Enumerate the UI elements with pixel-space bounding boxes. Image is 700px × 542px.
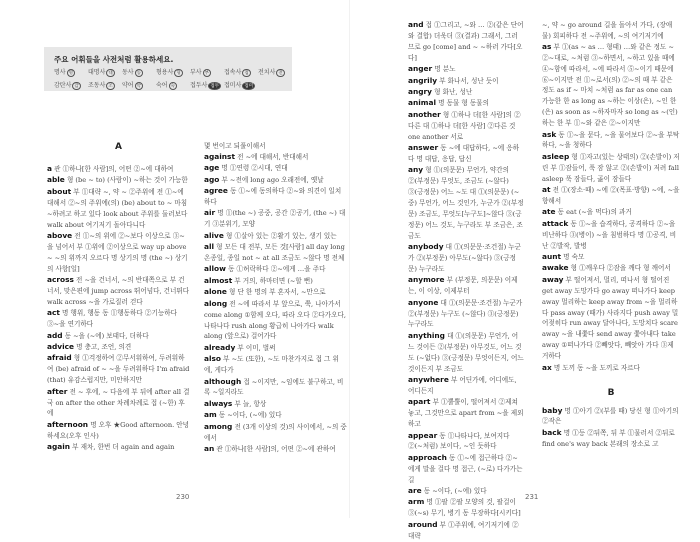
definition: 명 도끼 동 ~을 도끼로 자르다: [553, 363, 640, 372]
dictionary-entry: [204, 377, 347, 399]
definition: 동 ~이다, (~에) 있다: [423, 487, 487, 496]
entry-list: [204, 152, 347, 455]
headword: angry: [408, 86, 433, 96]
definition: 부 재차, 한번 더 again and again: [72, 443, 175, 452]
headword: act: [47, 308, 60, 318]
headword: all: [204, 242, 215, 252]
dictionary-entry: [408, 375, 524, 397]
definition: 형 ①걱정하여 ②무서워하여, 두려워하여 (be) afraid of ~ ~을 두려워하다 I'm afraid (that) 유감스럽지만, 미안하지만: [47, 354, 190, 385]
definition: 형 모든 대 전부, 모든 것[사람] all day long 온종일, 종일 not ~ at all 조금도 ~않다 명 전체: [204, 243, 345, 263]
headword: able: [47, 175, 65, 185]
headword: apart: [408, 397, 431, 407]
legend-label: 동사: [122, 69, 134, 76]
dictionary-entry: [47, 275, 190, 308]
pos-symbol-icon: 접: [244, 71, 249, 76]
dictionary-entry: [408, 331, 524, 375]
definition: 명 충고, 조언, 의견: [76, 343, 132, 351]
legend-item: [156, 80, 190, 90]
pos-symbol-icon: 약: [136, 84, 141, 89]
dictionary-entry: [204, 231, 347, 242]
headword: among: [204, 421, 233, 431]
legend-item: [54, 67, 88, 77]
pos-symbol-icon: 전: [278, 71, 283, 76]
dictionary-entry: [47, 331, 190, 342]
headword: a: [47, 164, 52, 173]
definition: 동 eat (~을 먹다)의 과거: [557, 208, 632, 217]
dictionary-entry: [204, 264, 347, 275]
definition: 부 거의, 하마터면 (~할 뻔): [234, 276, 313, 285]
definition: 부 떨어져서, 멀리, 떠나서 형 떨어진 get away 도망가다 go away 떠나가다 keep away 멀리하는 keep away from ~을 멀리하다 pass away (때가) 사라지다 push away 밀어젖히다 run away 달아나다, 도망치다 scare away ~을 내쫓다 send away 쫓아내다 take away ①떠나가다 ②빼앗다, 빼앗아 가다 ③제거하다: [542, 275, 679, 361]
dictionary-entry: [542, 152, 680, 185]
legend-item: [156, 67, 190, 77]
legend-item: [88, 67, 122, 77]
definition: 명 오후 ★Good afternoon. 안녕하세요(오후 인사): [47, 420, 190, 440]
page-number: 231: [525, 493, 539, 501]
dictionary-entry: [408, 275, 524, 297]
definition: 동 ①나타나다, 보여지다 ②(~처럼) 보이다, ~인 듯하다: [408, 431, 510, 451]
dictionary-entry: [204, 276, 347, 287]
dictionary-entry: [542, 219, 680, 252]
definition: 전 ①~의 위에 ②~보다 이상으로 ③~을 넘어서 부 ①위에 ②이상으로 way up above ~ ~의 위까지 오르다 명 상기의 명 (the ~) 상기의 사항[일]: [47, 231, 188, 273]
headword: away: [542, 274, 564, 284]
headword: answer: [408, 142, 439, 152]
definition: 전 ~을 건너서, ~의 반대쪽으로 부 건너서, 맞은편에 jump across 뛰어넘다, 건너뛰다 walk across ~을 가로질러 걷다: [47, 276, 190, 306]
pos-symbol-icon: 감: [74, 84, 79, 89]
headword: asleep: [542, 151, 570, 161]
headword: above: [47, 230, 73, 240]
legend-label: 형용사: [156, 69, 174, 76]
headword: baby: [542, 405, 563, 415]
headword: after: [47, 386, 68, 396]
dictionary-entry: [542, 363, 680, 374]
headword: about: [47, 186, 72, 196]
dictionary-entry: [47, 164, 190, 175]
dictionary-entry: [542, 42, 680, 129]
headword: again: [47, 442, 71, 452]
dictionary-entry: [47, 308, 190, 330]
left-column-1: [47, 142, 190, 454]
headword: around: [408, 519, 438, 529]
dictionary-entry: [408, 110, 524, 143]
definition: 관 ①하나[한 사람]의, 어떤 ②~에 관하여: [216, 444, 336, 453]
headword: as: [542, 41, 552, 51]
definition: 관 ①하나[한 사람]의, 어떤 ②~에 대하여: [54, 165, 174, 173]
dictionary-entry: [408, 242, 524, 275]
headword: age: [204, 163, 220, 173]
dictionary-entry: [542, 275, 680, 362]
dictionary-entry: [47, 420, 190, 442]
dictionary-entry: [408, 486, 524, 497]
pos-symbol-icon: 접두: [210, 84, 220, 89]
headword: and: [408, 20, 424, 29]
definition: 부 늘, 항상: [234, 399, 267, 408]
definition: 동 ①~에 접근하다 ②~에게 말을 걸다 명 접근, (~로) 다가가는 길: [408, 453, 523, 484]
definition: 대 ①(의문문·조건절) 누군가 ②(부정문) 누구도 (~않다) ③(긍정문) 누구라도: [408, 298, 523, 329]
legend-label: 부사: [190, 69, 202, 76]
headword: advice: [47, 342, 75, 351]
legend-item: [224, 67, 258, 77]
dictionary-entry: [408, 20, 524, 64]
headword: allow: [204, 264, 226, 274]
definition: 접 ①그리고, ~와 … ②(같은 단어와 결합) 더욱더 ③(결과) 그래서, 그러므로 go [come] and ~ ~하러 가다[오다]: [408, 21, 524, 62]
dictionary-entry: [204, 410, 347, 421]
legend-item: [190, 80, 224, 90]
definition: 부 (부정문, 의문문) 이제는, 이 이상, 이제부터: [408, 276, 518, 296]
headword: anything: [408, 330, 445, 340]
definition: 명 ①아기 ②(부를 때) 당신 형 ①아기의 ②작은: [542, 406, 679, 426]
headword: anyone: [408, 297, 439, 307]
pos-symbol-icon: 접미: [244, 84, 254, 89]
dictionary-entry: [408, 497, 524, 519]
headword: add: [47, 330, 63, 340]
definition: 부 ①주위에, 여기저기에 ②대략: [408, 520, 519, 540]
legend-label: 접속사: [224, 69, 242, 76]
section-letter-b: B: [607, 387, 615, 398]
headword: ax: [542, 362, 552, 372]
headword: afternoon: [47, 419, 89, 429]
definition: 동 ~에 대답하다, ~에 응하다 명 대답, 응답, 답신: [408, 143, 520, 163]
headword: am: [204, 410, 217, 420]
definition: 전 (3개 이상의 것)의 사이에서, ~의 중에서: [204, 422, 347, 442]
headword: approach: [408, 452, 447, 462]
dictionary-entry: [47, 342, 190, 353]
entry-list: [542, 42, 680, 374]
dictionary-entry: [408, 76, 524, 87]
definition: 대 ①(의문문) 무언가, 어느 것이든 ②(부정문) 아무것도, 어느 것도 (~없다) ③(긍정문) 무엇이든지, 어느 것이든지 부 조금도: [408, 331, 524, 373]
definition: 전 ~ 후에, ~ 다음에 부 뒤에 after all 결국 on after the other 차례차례로 접 (~한) 후에: [47, 387, 190, 418]
definition: 형 화난, 성난: [434, 87, 473, 96]
definition: 부 ①뿔뿔이, 떨어져서 ②제쳐 놓고, 그것만으로 apart from ~을 제외하고: [408, 398, 524, 429]
entry-list: [47, 164, 190, 453]
section-letter-a: A: [115, 142, 122, 152]
headword: at: [542, 185, 551, 195]
dictionary-entry: [408, 431, 524, 453]
dictionary-entry: [47, 353, 190, 386]
definition: 동 ~을 (~에) 보태다, 더하다: [64, 331, 149, 340]
headword: attack: [542, 218, 569, 228]
legend-item: [122, 80, 156, 90]
headword: angrily: [408, 75, 438, 85]
legend-label: 전치사: [258, 69, 276, 76]
legend-title: 주요 어휘들을 사전처럼 활용하세요.: [54, 55, 174, 64]
headword: almost: [204, 275, 233, 285]
dictionary-entry: [47, 442, 190, 453]
dictionary-entry: [542, 185, 680, 207]
headword: ask: [542, 129, 557, 139]
legend-label: 감탄사: [54, 82, 72, 89]
pos-symbol-icon: 조: [108, 84, 113, 89]
legend-item: [258, 67, 292, 77]
definition: 전 ~에 대해서, 반대해서: [237, 152, 309, 161]
headword: ago: [204, 174, 220, 184]
dictionary-entry: [204, 163, 347, 174]
headword: an: [204, 443, 215, 453]
definition: 부 ①대략 ~, 약 ~ ②주위에 전 ①~에 대해서 ②~의 주위에(의) (be) about to ~ 마침 ~하려고 하고 있다 look about 주위를 둘러보다 walk about 여기저기 돌아다니다: [47, 187, 188, 229]
legend-label: 대명사: [88, 69, 106, 76]
definition: 형 ①자고(있는 상태의) ②(손발이) 저린 부 ①잠들어, 푹 잠 않고 ②(손발이) 저려 fall asleep 푹 잠들다, 곯이 잠들다: [542, 152, 680, 183]
definition: 부 어딘가에, 어디에도, 어디든지: [408, 376, 517, 395]
definition: 부 ~도 (또한), ~도 마찬가지로 접 그 위에, 게다가: [204, 355, 339, 375]
definition: 형 ①(의문문) 무언가, 약간의 ②(부정문) 무엇도, 조금도 (~않다) ③(긍정문) 어느 ~도 대 ①(의문문) (~중) 무언가, 어느 것인가, 누군가 ②(부정문) 조금도, 무엇도[누구도]~않다 ③(긍정문) 어느 것도, 누구라도 부 조금은, 조금도: [408, 166, 524, 240]
headword: appear: [408, 430, 438, 440]
right-column-2: [542, 20, 680, 450]
dictionary-entry: [542, 263, 680, 274]
entry-list: [408, 20, 524, 542]
definition: 명 분노: [434, 65, 456, 74]
dictionary-entry: [204, 299, 347, 343]
headword: alone: [204, 287, 227, 297]
dictionary-entry: [542, 252, 680, 263]
legend-item: [54, 80, 88, 90]
dictionary-entry: [204, 343, 347, 354]
dictionary-entry: [408, 87, 524, 98]
left-page: [0, 0, 350, 518]
legend-label: 숙어: [156, 82, 168, 89]
dictionary-entry: [47, 231, 190, 275]
dictionary-entry: [47, 387, 190, 420]
definition: 명 행위, 행동 동 ①행동하다 ②기능하다 ③~을 연기하다: [47, 309, 177, 329]
headword: air: [204, 208, 216, 218]
legend-label: 명사: [54, 69, 66, 76]
part-of-speech-legend: [44, 47, 292, 91]
headword: also: [204, 354, 221, 364]
definition: 접 ~이지만, ~임에도 불구하고, 비록 ~일지라도: [204, 377, 344, 397]
dictionary-entry: [408, 143, 524, 165]
dictionary-entry: [204, 287, 347, 298]
headword: anymore: [408, 275, 445, 285]
headword: ate: [542, 207, 556, 217]
pos-symbol-icon: 동: [136, 71, 141, 76]
dictionary-entry: [408, 98, 524, 109]
dictionary-entry: [204, 208, 347, 230]
definition: 명 ①등 ②뒤쪽, 뒤 부 ①물러서 ②뒤로 find one's way back 본래의 장소로 고: [542, 428, 675, 448]
headword: along: [204, 298, 228, 308]
headword: against: [204, 151, 235, 161]
headword: aunt: [542, 252, 562, 262]
pos-symbol-icon: 숙: [170, 84, 175, 89]
pos-symbol-icon: 대: [108, 71, 113, 76]
definition: 부 ①(as ~ as … 형태) …와 같은 정도 ~ ②~대로, ~처럼 ③~하면서, ~하고 있을 때에 ④~함에 따라서, ~에 따라서 ⑤~이기 때문에 ⑥~이지만 전 ①~로서(의) ②~의 때 부 같은 정도 as if ~ 마치 ~처럼 as far as one can 가능한 한 as long as ~하는 이상(은), ~인 한(은) as soon as ~하자마자 so long as ~(인)하는 한 부 ①~와 같은 ②~이지만: [542, 42, 678, 128]
headword: arm: [408, 497, 425, 507]
dictionary-entry: [408, 298, 524, 331]
headword: anybody: [408, 242, 444, 252]
definition: 부 이미, 벌써: [237, 343, 276, 352]
dictionary-entry: [542, 406, 680, 428]
dictionary-entry: [204, 399, 347, 410]
headword: anywhere: [408, 375, 449, 384]
definition: 형 단 한 명의 부 혼자서, ~만으로: [228, 288, 326, 297]
definition: 부 화나서, 성난 듯이: [439, 76, 499, 85]
dictionary-entry: [408, 520, 524, 542]
legend-label: 접미사: [224, 82, 242, 89]
legend-item: [88, 80, 122, 90]
legend-label: 약어: [122, 82, 134, 89]
definition: 명 숙모: [563, 253, 585, 262]
definition: 형 (be ~ to) (사람이) ~하는 것이 가능한: [66, 176, 188, 185]
dictionary-entry: [204, 152, 347, 163]
definition: 동 ①~에 동의하다 ②~와 의견이 일치하다: [204, 187, 342, 207]
legend-label: 조동사: [88, 82, 106, 89]
headword: although: [204, 376, 242, 386]
definition: 동 ①~을 습격하다, 공격하다 ②~을 비난하다 ③(병이) ~을 침범하다 명 ①공격, 비난 ②발작, 발병: [542, 219, 677, 250]
headword: anger: [408, 64, 433, 74]
dictionary-entry: [47, 175, 190, 186]
dictionary-entry: [204, 354, 347, 376]
definition: 동 ①~을 묻다, ~을 물어보다 ②~을 부탁하다, ~을 청하다: [542, 130, 680, 150]
definition: 부 ~전에 long ago 오래전에, 옛날: [221, 175, 324, 184]
dictionary-entry: [204, 186, 347, 208]
definition: 형 ①살아 있는 ②활기 있는, 생기 있는: [226, 231, 337, 240]
pos-symbol-icon: 형: [176, 71, 181, 76]
dictionary-entry: [542, 428, 680, 450]
headword: awake: [542, 263, 569, 273]
dictionary-entry: [542, 130, 680, 152]
definition: 전 ~에 따라서 부 앞으로, 쭉, 나아가서 come along ①함께 오다, 따라 오다 ②다가오다, 나타나다 rush along 황급히 나아가다 walk along (앞으로) 걸어가다: [204, 299, 347, 341]
pos-symbol-icon: 명: [68, 71, 73, 76]
definition: 형 ①하나 더[한 사람]의 ②다른 대 ①하나 더[한 사람] ②다른 것 one another 서로: [408, 110, 521, 141]
definition: 형 ①깨우다 ②잠을 깨다 형 깨어서: [570, 264, 671, 273]
entry-list: [542, 406, 680, 450]
continuation-text: ~, 약 ~ go around 길을 돌아서 가다, (장애물) 회피하다 전 ~주위에, ~의 여기저기에: [542, 21, 673, 40]
definition: 대 ①(의문문·조건절) 누군가 ②(부정문) 아무도(~않다) ③(긍정문) 누구라도: [408, 243, 522, 273]
legend-items: [54, 67, 290, 90]
headword: any: [408, 165, 424, 175]
dictionary-entry: [204, 242, 347, 264]
legend-item: [190, 67, 224, 77]
headword: back: [542, 427, 562, 437]
dictionary-entry: [542, 207, 680, 218]
legend-item: [122, 67, 156, 77]
legend-label: 접두사: [190, 82, 208, 89]
definition: 명 ①연령 ②시대, 연대: [221, 164, 288, 173]
definition: 전 ①(장소·때) ~에 ②(목표·방향) ~에, ~을 향해서: [542, 186, 680, 205]
headword: agree: [204, 186, 228, 196]
headword: already: [204, 342, 236, 352]
definition: 동 ~이다, (~에) 있다: [218, 411, 282, 420]
dictionary-entry: [204, 444, 347, 455]
dictionary-entry: [408, 397, 524, 430]
legend-item: [224, 80, 258, 90]
headword: animal: [408, 98, 437, 108]
right-page: [350, 0, 700, 540]
dictionary-entry: [47, 187, 190, 231]
page-number: 230: [176, 493, 190, 501]
headword: afraid: [47, 353, 72, 363]
headword: always: [204, 398, 233, 408]
dictionary-entry: [204, 175, 347, 186]
headword: alive: [204, 230, 224, 240]
headword: across: [47, 275, 74, 285]
headword: another: [408, 109, 441, 119]
definition: 동 ①허락하다 ②~에게 …을 주다: [228, 265, 326, 274]
dictionary-entry: [204, 422, 347, 444]
definition: 명 ①(the ~) 공중, 공간 ②공기, (the ~) 대기 ③분위기, 모양: [204, 209, 346, 229]
definition: 명 ①팔 ②팔 모양의 것, 팔걸이 ③(~s) 무기, 병기 동 무장하다[시키다]: [408, 498, 521, 518]
dictionary-entry: [408, 64, 524, 75]
headword: are: [408, 486, 422, 496]
continuation-text: 몇 번이고 되풀이해서: [204, 142, 266, 150]
definition: 명 동물 형 동물의: [438, 99, 489, 108]
right-column-1: [408, 20, 524, 542]
left-column-2: [204, 141, 347, 455]
dictionary-entry: [408, 453, 524, 486]
dictionary-entry: [408, 165, 524, 241]
pos-symbol-icon: 부: [204, 71, 209, 76]
